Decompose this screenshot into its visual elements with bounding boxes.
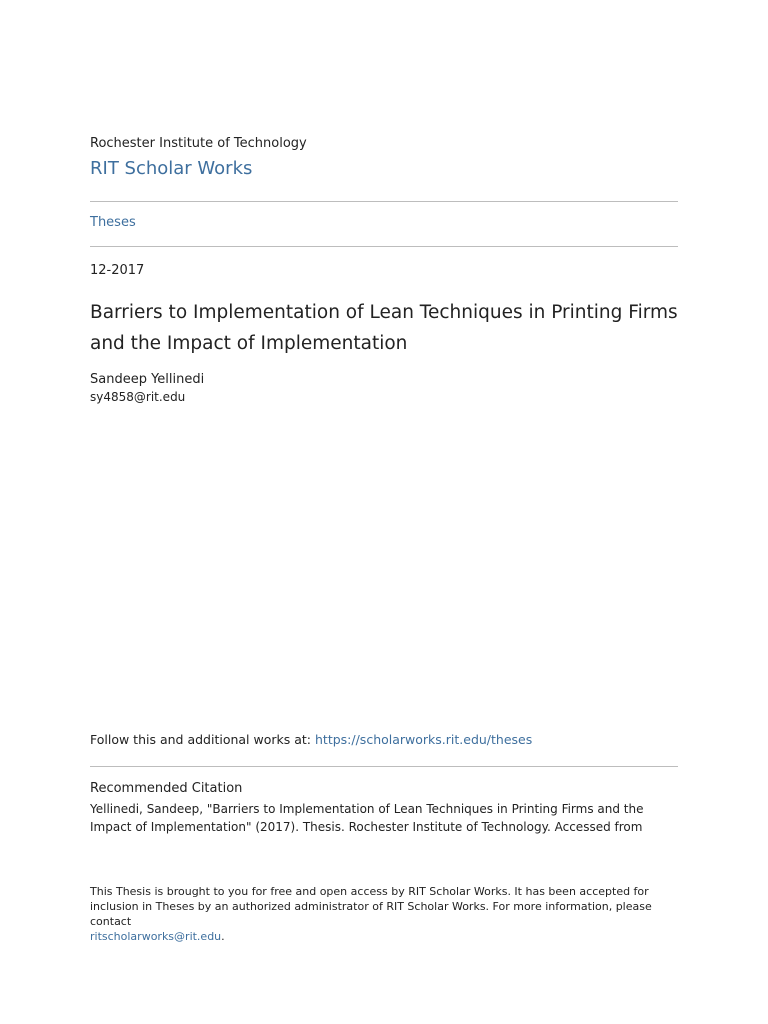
- cover-page: [90, 0, 678, 1024]
- notice-text: This Thesis is brought to you for free and open access by RIT Scholar Works. It has been accepted for inclusion in Theses by an authorized administrator of RIT Scholar Works. For more information, please contact: [90, 885, 652, 928]
- citation-text: Yellinedi, Sandeep, "Barriers to Implementation of Lean Techniques in Printing Firms and the Impact of Implementation" (2017). Thesis. Rochester Institute of Technology. Accessed from: [90, 802, 644, 834]
- follow-line: [90, 732, 532, 747]
- author-name: Sandeep Yellinedi: [90, 372, 205, 387]
- divider-citation: [90, 766, 678, 767]
- publication-date: 12-2017: [90, 263, 145, 278]
- follow-link[interactable]: https://scholarworks.rit.edu/theses: [315, 732, 533, 747]
- follow-text: Follow this and additional works at:: [90, 732, 315, 747]
- contact-email-link[interactable]: ritscholarworks@rit.edu: [90, 930, 222, 943]
- institution-name: Rochester Institute of Technology: [90, 136, 307, 151]
- divider-top: [90, 201, 678, 202]
- notice-end: .: [221, 930, 225, 943]
- author-email: sy4858@rit.edu: [90, 390, 186, 404]
- repository-link[interactable]: RIT Scholar Works: [90, 158, 253, 179]
- document-title: Barriers to Implementation of Lean Techniques in Printing Firms and the Impact of Implementation: [90, 302, 678, 354]
- citation-heading: Recommended Citation: [90, 781, 243, 796]
- collection-link[interactable]: Theses: [90, 215, 136, 230]
- divider-collection: [90, 246, 678, 247]
- access-notice: [90, 884, 680, 944]
